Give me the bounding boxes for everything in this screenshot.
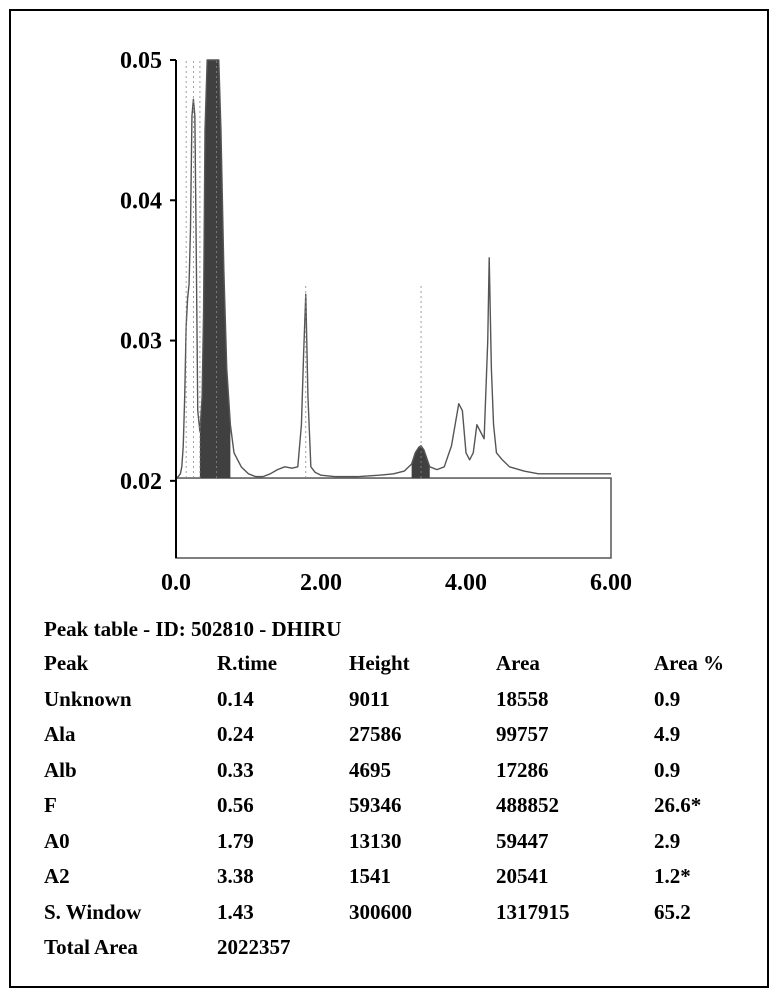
cell-rtime: 1.79 [217, 828, 254, 853]
x-tick-label: 2.00 [300, 570, 342, 596]
header-rtime: R.time [217, 651, 278, 676]
table-row [44, 788, 754, 824]
cell-area-pct: 0.9 [654, 686, 681, 711]
y-tick-label: 0.03 [120, 328, 162, 355]
cell-rtime: 0.14 [217, 686, 254, 711]
header-peak: Peak [44, 651, 89, 676]
cell-area-pct: 2.9 [654, 828, 681, 853]
x-tick-label: 0.0 [161, 570, 191, 596]
table-row [44, 682, 754, 718]
cell-height: 1541 [349, 864, 391, 889]
cell-area: 20541 [496, 864, 549, 889]
cell-height: 59346 [349, 793, 402, 818]
cell-rtime: 0.56 [217, 793, 254, 818]
cell-peak: A0 [44, 828, 70, 853]
table-row [44, 895, 754, 931]
total-area-label: Total Area [44, 935, 138, 960]
total-area-value: 2022357 [217, 935, 291, 960]
cell-rtime: 1.43 [217, 899, 254, 924]
cell-height: 300600 [349, 899, 412, 924]
x-tick-label: 4.00 [445, 570, 487, 596]
cell-peak: Ala [44, 722, 76, 747]
cell-height: 13130 [349, 828, 402, 853]
table-row [44, 859, 754, 895]
cell-area-pct: 1.2* [654, 864, 691, 889]
cell-peak: Unknown [44, 686, 132, 711]
cell-peak: Alb [44, 757, 77, 782]
y-tick-label: 0.04 [120, 188, 162, 215]
chart-axes [170, 60, 176, 558]
cell-rtime: 0.24 [217, 722, 254, 747]
cell-area: 99757 [496, 722, 549, 747]
table-row [44, 717, 754, 753]
cell-area: 59447 [496, 828, 549, 853]
y-tick-label: 0.02 [120, 468, 162, 495]
cell-peak: S. Window [44, 899, 142, 924]
cell-rtime: 3.38 [217, 864, 254, 889]
peak-table [44, 612, 754, 966]
table-row [44, 753, 754, 789]
cell-height: 27586 [349, 722, 402, 747]
cell-height: 4695 [349, 757, 391, 782]
chromatogram-line [176, 60, 611, 478]
chart-plot-box [176, 478, 611, 558]
header-area: Area [496, 651, 540, 676]
y-tick-label: 0.05 [120, 48, 162, 74]
cell-peak: F [44, 793, 57, 818]
chart-peak-fills [200, 60, 430, 478]
peak-table-title-row [44, 612, 754, 646]
header-height: Height [349, 651, 410, 676]
peak-table-header-row [44, 646, 754, 682]
cell-area-pct: 0.9 [654, 757, 681, 782]
chart-trace [176, 60, 611, 478]
cell-height: 9011 [349, 686, 390, 711]
total-row [44, 930, 754, 966]
cell-area-pct: 4.9 [654, 722, 681, 747]
peak-table-title: Peak table - ID: 502810 - DHIRU [44, 616, 342, 641]
cell-rtime: 0.33 [217, 757, 254, 782]
baseline-box [176, 478, 611, 558]
cell-area: 488852 [496, 793, 559, 818]
cell-area: 17286 [496, 757, 549, 782]
cell-area-pct: 65.2 [654, 899, 691, 924]
cell-area: 1317915 [496, 899, 570, 924]
cell-area-pct: 26.6* [654, 793, 702, 818]
table-row [44, 824, 754, 860]
cell-peak: A2 [44, 864, 70, 889]
x-tick-label: 6.00 [590, 570, 632, 596]
header-area-pct: Area % [654, 651, 725, 676]
cell-area: 18558 [496, 686, 549, 711]
